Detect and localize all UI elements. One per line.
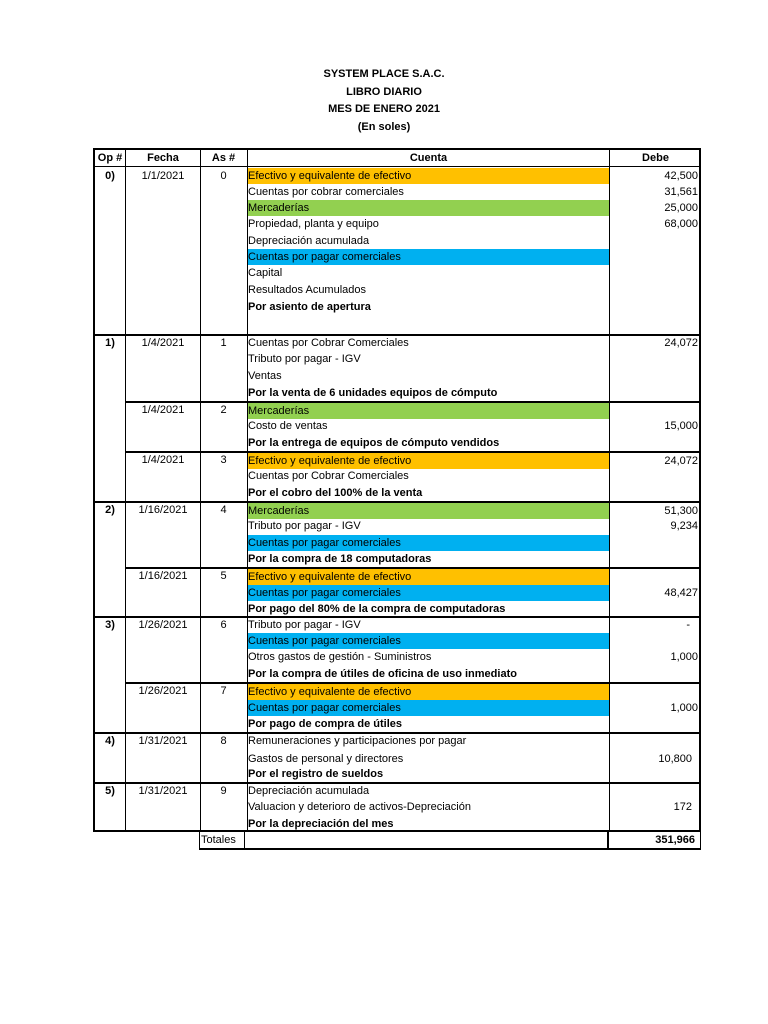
account-line: Mercaderías xyxy=(248,403,609,419)
entry-description: Por el registro de sueldos xyxy=(248,768,384,780)
account-line: Efectivo y equivalente de efectivo xyxy=(248,453,609,469)
entry-date: 1/16/2021 xyxy=(138,504,188,516)
account-line: Cuentas por Cobrar Comerciales xyxy=(248,470,409,482)
account-line: Cuentas por pagar comerciales xyxy=(248,249,609,265)
entry-date: 1/31/2021 xyxy=(138,735,188,747)
account-line: Cuentas por pagar comerciales xyxy=(248,633,609,649)
grid-line xyxy=(125,150,126,830)
debit-amount: - xyxy=(686,619,690,631)
company-name: SYSTEM PLACE S.A.C. xyxy=(323,68,445,80)
totals-blank-cell xyxy=(244,831,608,850)
debit-amount: 48,427 xyxy=(664,587,698,599)
debit-amount: 25,000 xyxy=(664,202,698,214)
account-line: Efectivo y equivalente de efectivo xyxy=(248,569,609,585)
entry-number: 5 xyxy=(220,570,227,582)
column-header-as: As # xyxy=(211,152,236,164)
debit-amount: 10,800 xyxy=(658,753,692,765)
account-line: Propiedad, planta y equipo xyxy=(248,218,379,230)
entry-description: Por la venta de 6 unidades equipos de cómputo xyxy=(248,387,498,399)
entry-description: Por la depreciación del mes xyxy=(248,818,394,830)
entry-number: 6 xyxy=(220,619,227,631)
totals-value: 351,966 xyxy=(655,834,695,846)
account-line: Efectivo y equivalente de efectivo xyxy=(248,684,609,700)
account-line: Ventas xyxy=(248,370,282,382)
entry-number: 4 xyxy=(220,504,227,516)
entry-number: 0 xyxy=(220,170,227,182)
column-header-cuenta: Cuenta xyxy=(409,152,448,164)
account-line: Resultados Acumulados xyxy=(248,284,367,296)
account-line: Otros gastos de gestión - Suministros xyxy=(248,651,432,663)
account-line: Tributo por pagar - IGV xyxy=(248,619,361,631)
account-line: Valuacion y deterioro de activos-Depreciación xyxy=(248,801,471,813)
period-title: MES DE ENERO 2021 xyxy=(328,103,440,115)
debit-amount: 9,234 xyxy=(670,520,698,532)
entry-description: Por la compra de útiles de oficina de uso inmediato xyxy=(248,668,517,680)
account-line: Mercaderías xyxy=(248,200,609,216)
entry-number: 7 xyxy=(220,685,227,697)
account-line: Costo de ventas xyxy=(248,420,328,432)
debit-amount: 31,561 xyxy=(664,186,698,198)
header-divider xyxy=(95,166,701,167)
column-header-fecha: Fecha xyxy=(147,152,179,164)
entry-date: 1/4/2021 xyxy=(141,337,185,349)
account-line: Cuentas por pagar comerciales xyxy=(248,535,609,551)
entry-description: Por asiento de apertura xyxy=(248,301,371,313)
account-line: Tributo por pagar - IGV xyxy=(248,353,361,365)
op-label: 2) xyxy=(105,504,115,516)
account-line: Tributo por pagar - IGV xyxy=(248,520,361,532)
book-title: LIBRO DIARIO xyxy=(346,85,422,98)
account-line: Mercaderías xyxy=(248,503,609,519)
debit-amount: 172 xyxy=(673,801,692,813)
journal-table xyxy=(93,148,701,832)
totals-label-cell xyxy=(199,831,245,850)
column-header-debe: Debe xyxy=(642,152,669,164)
debit-amount: 24,072 xyxy=(664,455,698,467)
account-line: Cuentas por pagar comerciales xyxy=(248,700,609,716)
entry-description: Por la entrega de equipos de cómputo vendidos xyxy=(248,437,500,449)
entry-date: 1/1/2021 xyxy=(141,170,185,182)
column-header-op: Op # xyxy=(97,152,123,164)
op-label: 4) xyxy=(105,735,115,747)
grid-line xyxy=(609,150,610,830)
entry-number: 3 xyxy=(220,454,227,466)
entry-description: Por el cobro del 100% de la venta xyxy=(248,487,423,499)
totals-row xyxy=(199,831,701,849)
debit-amount: 1,000 xyxy=(670,651,698,663)
account-line: Efectivo y equivalente de efectivo xyxy=(248,168,609,184)
entry-date: 1/26/2021 xyxy=(138,685,188,697)
debit-amount: 51,300 xyxy=(664,505,698,517)
debit-amount: 68,000 xyxy=(664,218,698,230)
grid-line xyxy=(200,150,201,830)
entry-description: Por pago de compra de útiles xyxy=(248,718,403,730)
entry-date: 1/31/2021 xyxy=(138,785,188,797)
account-line: Remuneraciones y participaciones por pagar xyxy=(248,735,467,747)
entry-date: 1/16/2021 xyxy=(138,570,188,582)
account-line: Capital xyxy=(248,267,283,279)
report-header xyxy=(0,66,768,136)
account-line: Cuentas por cobrar comerciales xyxy=(248,186,404,198)
account-line: Depreciación acumulada xyxy=(248,785,370,797)
entry-number: 8 xyxy=(220,735,227,747)
debit-amount: 1,000 xyxy=(670,702,698,714)
account-line: Gastos de personal y directores xyxy=(248,753,404,765)
currency-note: (En soles) xyxy=(357,120,411,133)
op-label: 0) xyxy=(105,170,115,182)
totals-value-cell xyxy=(608,831,701,850)
entry-number: 9 xyxy=(220,785,227,797)
op-label: 5) xyxy=(105,785,115,797)
op-label: 3) xyxy=(105,619,115,631)
entry-description: Por pago del 80% de la compra de computadoras xyxy=(248,603,506,615)
debit-amount: 42,500 xyxy=(664,170,698,182)
debit-amount: 24,072 xyxy=(664,337,698,349)
account-line: Cuentas por Cobrar Comerciales xyxy=(248,337,409,349)
totals-label: Totales xyxy=(201,834,236,846)
entry-date: 1/4/2021 xyxy=(141,454,185,466)
account-line: Depreciación acumulada xyxy=(248,235,370,247)
entry-date: 1/26/2021 xyxy=(138,619,188,631)
debit-amount: 15,000 xyxy=(664,420,698,432)
entry-number: 2 xyxy=(220,404,227,416)
op-label: 1) xyxy=(105,337,115,349)
entry-description: Por la compra de 18 computadoras xyxy=(248,553,432,565)
entry-number: 1 xyxy=(220,337,227,349)
entry-date: 1/4/2021 xyxy=(141,404,185,416)
account-line: Cuentas por pagar comerciales xyxy=(248,585,609,601)
